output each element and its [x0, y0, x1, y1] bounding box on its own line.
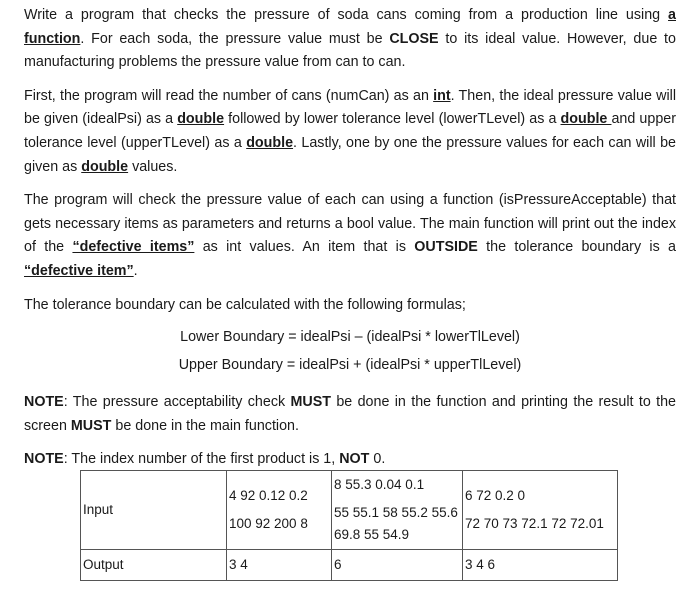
case-3-input [463, 471, 618, 550]
emphasis-text: MUST [70, 417, 112, 434]
case-1-input [227, 471, 332, 550]
emphasis-text: “defective items” [72, 239, 195, 256]
text-segment: First, the program will read the number of cans (numCan) as an [24, 87, 434, 104]
paragraph [24, 448, 676, 472]
text-segment: be done in the function and printing the result to the screen [24, 394, 676, 434]
case-input-line: 55 55.1 58 55.2 55.6 69.8 55 54.9 [334, 505, 458, 542]
emphasis-text: double [560, 111, 612, 128]
paragraph [24, 85, 676, 179]
text-segment: be done in the main function. [111, 417, 299, 434]
emphasis-text: CLOSE [389, 30, 439, 47]
text-segment: and upper tolerance level (upperTLevel) as a [24, 111, 676, 151]
paragraph [24, 391, 676, 438]
text-segment: 0. [369, 451, 386, 468]
emphasis-text: NOTE [24, 451, 64, 468]
input-label: Input [81, 471, 227, 550]
emphasis-text: double [81, 158, 129, 175]
emphasis-text: MUST [290, 394, 331, 411]
text-segment: Upper Boundary = idealPsi + (idealPsi * upperTlLevel) [178, 357, 522, 374]
text-segment: Lower Boundary = idealPsi – (idealPsi * lowerTlLevel) [180, 329, 520, 346]
emphasis-text: a function [24, 7, 676, 47]
text-segment: to its ideal value. However, due to manufacturing problems the pressure value from can to can. [24, 30, 676, 71]
text-segment: Write a program that checks the pressure of soda cans coming from a production line using [24, 7, 669, 23]
text-segment: values. [128, 158, 178, 175]
case-input-line: 72 70 73 72.1 72 72.01 [465, 516, 604, 531]
emphasis-text: NOT [339, 451, 370, 468]
text-segment: : The pressure acceptability check [63, 394, 291, 411]
emphasis-text: “defective item” [24, 262, 134, 279]
text-segment: . For each soda, the pressure value must be [80, 30, 390, 47]
case-input-line: 100 92 200 8 [229, 516, 308, 531]
case-2-output: 6 [332, 550, 463, 581]
problem-statement [24, 4, 676, 482]
text-segment: . Then, the ideal pressure value will be given (idealPsi) as a [24, 87, 676, 128]
paragraph [24, 4, 676, 75]
paragraph [24, 294, 676, 318]
text-segment: The program will check the pressure value of each can using a function (isPressureAcceptable) that gets necessary items as parameters and returns a bool value. The main function will print out the index of the [24, 192, 676, 256]
text-segment: . [133, 262, 138, 279]
paragraph [24, 189, 676, 283]
case-1-output: 3 4 [227, 550, 332, 581]
text-segment: as int values. An item that is [194, 239, 415, 256]
case-2-input [332, 471, 463, 550]
paragraph [24, 351, 676, 379]
paragraph [24, 323, 676, 351]
text-segment: : The index number of the first product is 1, [63, 451, 340, 468]
text-segment: the tolerance boundary is a [477, 239, 676, 256]
input-row [81, 471, 618, 550]
case-input-line: 8 55.3 0.04 0.1 [334, 477, 425, 492]
case-input-line: 6 72 0.2 0 [465, 488, 526, 503]
sample-io-table [80, 470, 618, 581]
output-row [81, 550, 618, 581]
case-3-output: 3 4 6 [463, 550, 618, 581]
text-segment: . Lastly, one by one the pressure values for each can will be given as [24, 134, 676, 175]
text-segment: The tolerance boundary can be calculated with the following formulas; [24, 296, 466, 313]
emphasis-text: OUTSIDE [414, 239, 478, 256]
emphasis-text: double [177, 111, 225, 128]
case-input-line: 4 92 0.12 0.2 [229, 488, 308, 503]
emphasis-text: NOTE [24, 394, 64, 411]
output-label: Output [81, 550, 227, 581]
emphasis-text: double [246, 134, 294, 151]
emphasis-text: int [433, 87, 451, 104]
text-segment: followed by lower tolerance level (lowerTLevel) as a [224, 111, 561, 128]
